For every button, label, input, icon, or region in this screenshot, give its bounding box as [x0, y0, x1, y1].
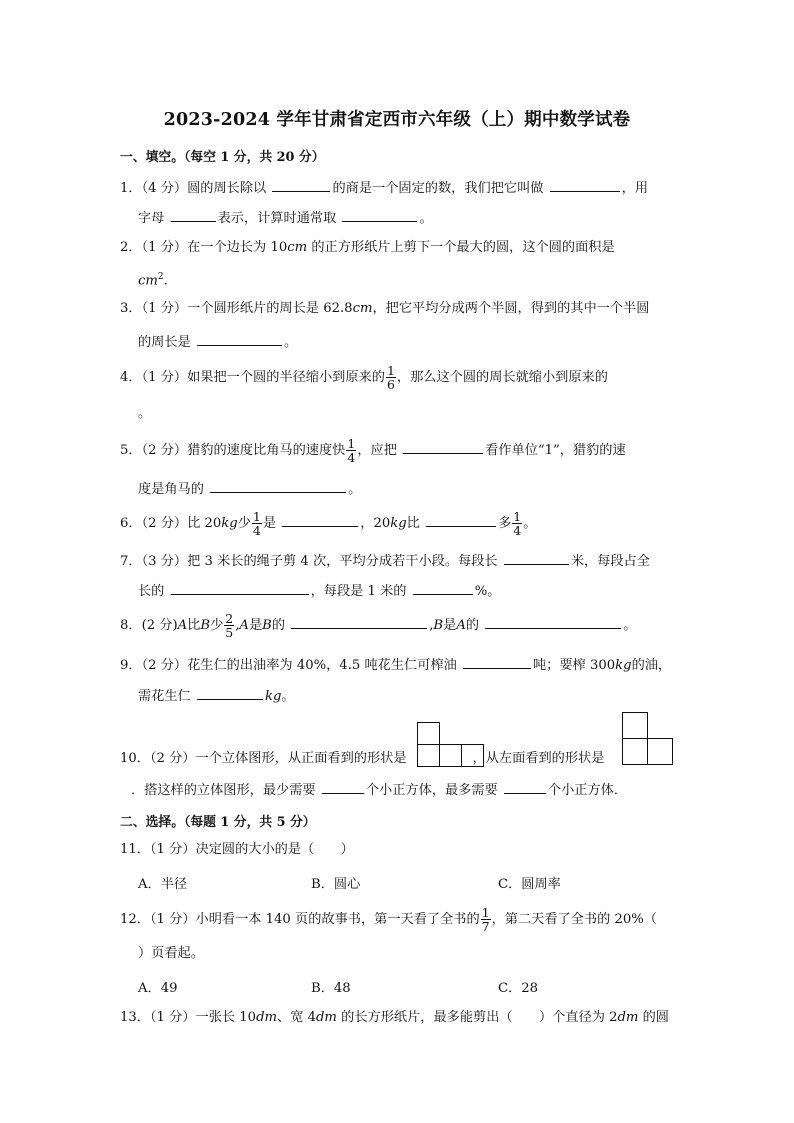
option-b[interactable]: B．圆心: [311, 877, 361, 892]
question-2-line-1: 2．（1 分）在一个边长为 10cm 的正方形纸片上剪下一个最大的圆，这个圆的面积是: [120, 240, 615, 255]
question-4-line-2: 。: [138, 406, 152, 421]
fraction: $\frac{1}{7}$: [481, 905, 490, 934]
question-7-line-2: 长的 ，每段是 1 米的 %。: [138, 580, 698, 601]
fraction: $\frac{1}{4}$: [347, 436, 356, 465]
section-heading-choice: 二、选择。（每题 1 分，共 5 分）: [120, 815, 316, 830]
question-10-line-1: 10．（2 分）一个立体图形，从正面看到的形状是 ，从左面看到的形状是: [120, 751, 605, 766]
fraction: $\frac{2}{5}$: [225, 611, 234, 640]
answer-blank[interactable]: [413, 580, 473, 595]
question-12-line-2: ）页看起。: [138, 946, 204, 961]
option-c[interactable]: C．28: [498, 981, 539, 996]
question-10-line-2: ．搭这样的立体图形，最少需要 个小正方体，最多需要 个小正方体．: [131, 779, 691, 800]
answer-blank[interactable]: [291, 614, 427, 629]
question-13-line-1: 13．（1 分）一张长 10dm、宽 4dm 的长方形纸片，最多能剪出（ ）个直径为 2dm 的圆: [120, 1010, 669, 1025]
answer-blank[interactable]: [282, 512, 358, 527]
question-1-line-2: 字母 表示，计算时通常取 。: [138, 207, 698, 228]
answer-blank[interactable]: [403, 439, 483, 454]
answer-blank[interactable]: [171, 207, 216, 222]
answer-blank[interactable]: [426, 512, 496, 527]
answer-blank[interactable]: [485, 614, 621, 629]
answer-blank[interactable]: [171, 580, 309, 595]
answer-blank[interactable]: [197, 331, 282, 346]
question-3-line-2: 的周长是 。: [138, 331, 698, 352]
fraction: $\frac{1}{4}$: [513, 509, 522, 538]
question-2-line-2: $cm^2$.: [138, 272, 168, 289]
front-view-figure: [417, 722, 485, 768]
question-1-line-1: 1．（4 分）圆的周长除以 的商是一个固定的数，我们把它叫做 ，用: [120, 177, 680, 198]
answer-blank[interactable]: [504, 550, 569, 565]
question-9-line-2: 需花生仁 kg。: [138, 685, 698, 706]
question-4-line-1: 4．（1 分）如果把一个圆的半径缩小到原来的 $\frac{1}{6}$ ，那么这个圆的周长就缩小到原来的: [120, 363, 608, 392]
question-7-line-1: 7．（3 分）把 3 米长的绳子剪 4 次，平均分成若干小段。每段长 米，每段占全: [120, 550, 680, 571]
answer-blank[interactable]: [272, 177, 330, 192]
answer-blank[interactable]: [210, 478, 346, 493]
question-12-line-1: 12．（1 分）小明看一本 140 页的故事书，第一天看了全书的 $\frac{1}{7}$ ，第二天看了全书的 20%（: [120, 905, 657, 934]
option-c[interactable]: C．圆周率: [498, 877, 561, 892]
question-6-line-1: 6．（2 分）比 20kg少 $\frac{1}{4}$ 是 ，20kg比 多 $\frac{1}{4}$ 。: [120, 509, 537, 538]
answer-blank[interactable]: [504, 779, 546, 794]
question-5-line-2: 度是角马的 。: [138, 478, 698, 499]
page-title: 2023-2024 学年甘肃省定西市六年级（上）期中数学试卷: [163, 110, 631, 130]
fraction: $\frac{1}{6}$: [386, 363, 395, 392]
answer-blank[interactable]: [550, 177, 620, 192]
answer-blank[interactable]: [322, 779, 364, 794]
question-8-line-1: 8．(2 分)A比B少 $\frac{2}{5}$ ,A是B的 ,B是A的 。: [120, 611, 637, 640]
answer-blank[interactable]: [463, 654, 531, 669]
question-9-line-1: 9．（2 分）花生仁的出油率为 40%，4.5 吨花生仁可榨油 吨；要榨 300kg的油，: [120, 654, 680, 675]
option-a[interactable]: A．半径: [138, 877, 188, 892]
question-11-stem: 11．（1 分）决定圆的大小的是（ ）: [120, 842, 354, 857]
option-a[interactable]: A．49: [138, 981, 178, 996]
section-heading-fill-in: 一、填空。（每空 1 分，共 20 分）: [120, 150, 325, 165]
answer-blank[interactable]: [197, 685, 263, 700]
left-view-figure: [622, 712, 674, 766]
question-5-line-1: 5．（2 分）猎豹的速度比角马的速度快 $\frac{1}{4}$ ，应把 看作单位“1”，猎豹的速: [120, 436, 626, 465]
option-b[interactable]: B．48: [311, 981, 351, 996]
question-3-line-1: 3．（1 分）一个圆形纸片的周长是 62.8cm，把它平均分成两个半圆，得到的其中一个半圆: [120, 301, 650, 316]
fraction: $\frac{1}{4}$: [252, 509, 261, 538]
answer-blank[interactable]: [342, 207, 417, 222]
